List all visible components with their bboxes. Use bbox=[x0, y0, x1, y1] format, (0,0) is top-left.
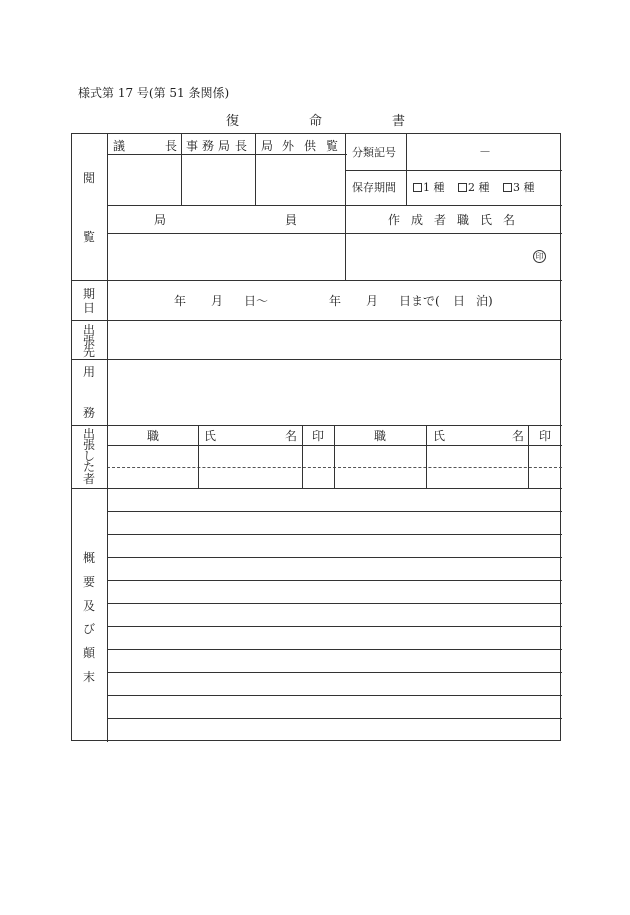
secretary-label-2: 務 bbox=[202, 139, 215, 153]
external-label-1: 局 bbox=[261, 139, 274, 153]
summary-label-2: 要 bbox=[83, 575, 96, 589]
staff-label-2: 員 bbox=[285, 213, 298, 227]
period-day-count: 日 bbox=[453, 294, 466, 308]
title-char-3: 書 bbox=[392, 114, 406, 129]
retention-option-2[interactable]: 2 種 bbox=[458, 182, 490, 193]
period-day-until: 日まで( bbox=[399, 294, 440, 308]
col-name-2-b: 名 bbox=[512, 429, 525, 443]
author-name-field[interactable] bbox=[345, 233, 562, 280]
period-month: 月 bbox=[211, 294, 224, 308]
business-label-2: 務 bbox=[83, 406, 96, 420]
col-seal-2: 印 bbox=[539, 429, 552, 443]
classification-value[interactable]: － bbox=[479, 145, 492, 159]
summary-field[interactable] bbox=[107, 488, 562, 742]
title-char-2: 命 bbox=[309, 114, 323, 129]
col-title-2: 職 bbox=[374, 429, 387, 443]
retention-option-1[interactable]: 1 種 bbox=[413, 182, 445, 193]
secretary-label-3: 局 bbox=[218, 139, 231, 153]
period-day-from: 日〜 bbox=[244, 294, 269, 308]
summary-label-1: 概 bbox=[83, 551, 96, 565]
staff-seal-area[interactable] bbox=[107, 233, 345, 280]
business-label-1: 用 bbox=[83, 365, 96, 379]
external-label-2: 外 bbox=[282, 139, 295, 153]
travelers-rows[interactable] bbox=[107, 445, 562, 488]
secretary-label-1: 事 bbox=[186, 139, 199, 153]
period-label-1: 期 bbox=[83, 287, 96, 301]
classification-label: 分類記号 bbox=[352, 146, 396, 159]
author-label-4: 職 bbox=[457, 213, 470, 227]
period-label-2: 日 bbox=[83, 301, 96, 315]
form-number: 様式第 17 号(第 51 条関係) bbox=[78, 86, 230, 100]
travelers-label-1: 出 bbox=[83, 427, 96, 441]
author-label-1: 作 bbox=[388, 213, 401, 227]
author-label-3: 者 bbox=[434, 213, 447, 227]
col-name-1-a: 氏 bbox=[204, 429, 217, 443]
chair-seal-cell[interactable] bbox=[107, 154, 181, 205]
author-label-2: 成 bbox=[411, 213, 424, 227]
period-nights: 泊) bbox=[476, 294, 493, 308]
checkbox-icon[interactable] bbox=[413, 183, 422, 192]
secretary-label-4: 長 bbox=[235, 139, 248, 153]
title-char-1: 復 bbox=[226, 114, 240, 129]
travelers-label-3: し bbox=[83, 449, 96, 463]
destination-label-2: 張 bbox=[83, 334, 96, 348]
author-label-6: 名 bbox=[503, 213, 516, 227]
external-seal-cell[interactable] bbox=[255, 154, 345, 205]
seal-icon: 印 bbox=[533, 250, 546, 263]
business-field[interactable] bbox=[107, 359, 562, 425]
external-label-4: 覧 bbox=[326, 139, 339, 153]
col-name-1-b: 名 bbox=[285, 429, 298, 443]
period-field[interactable] bbox=[107, 280, 562, 320]
summary-label-4: び bbox=[83, 622, 96, 636]
destination-field[interactable] bbox=[107, 320, 562, 359]
col-title-1: 職 bbox=[147, 429, 160, 443]
col-seal-1: 印 bbox=[312, 429, 325, 443]
secretary-seal-cell[interactable] bbox=[181, 154, 255, 205]
staff-label-1: 局 bbox=[154, 213, 167, 227]
chair-label-2: 長 bbox=[165, 139, 178, 153]
travelers-label-5: 者 bbox=[83, 472, 96, 486]
period-year-2: 年 bbox=[329, 294, 342, 308]
col-name-2-a: 氏 bbox=[433, 429, 446, 443]
checkbox-icon[interactable] bbox=[503, 183, 512, 192]
checkbox-icon[interactable] bbox=[458, 183, 467, 192]
destination-label-3: 先 bbox=[83, 345, 96, 359]
chair-label-1: 議 bbox=[113, 139, 126, 153]
travelers-label-4: た bbox=[83, 460, 96, 474]
period-month-2: 月 bbox=[366, 294, 379, 308]
author-label-5: 氏 bbox=[480, 213, 493, 227]
approval-label-2: 覧 bbox=[83, 230, 96, 244]
retention-label: 保存期間 bbox=[352, 181, 396, 194]
summary-label-5: 顛 bbox=[83, 646, 96, 660]
summary-label-6: 末 bbox=[83, 670, 96, 684]
report-form bbox=[71, 133, 561, 741]
retention-option-3[interactable]: 3 種 bbox=[503, 182, 535, 193]
period-year: 年 bbox=[174, 294, 187, 308]
summary-label-3: 及 bbox=[83, 599, 96, 613]
destination-label-1: 出 bbox=[83, 323, 96, 337]
travelers-label-2: 張 bbox=[83, 438, 96, 452]
external-label-3: 供 bbox=[304, 139, 317, 153]
approval-label-1: 閲 bbox=[83, 171, 96, 185]
